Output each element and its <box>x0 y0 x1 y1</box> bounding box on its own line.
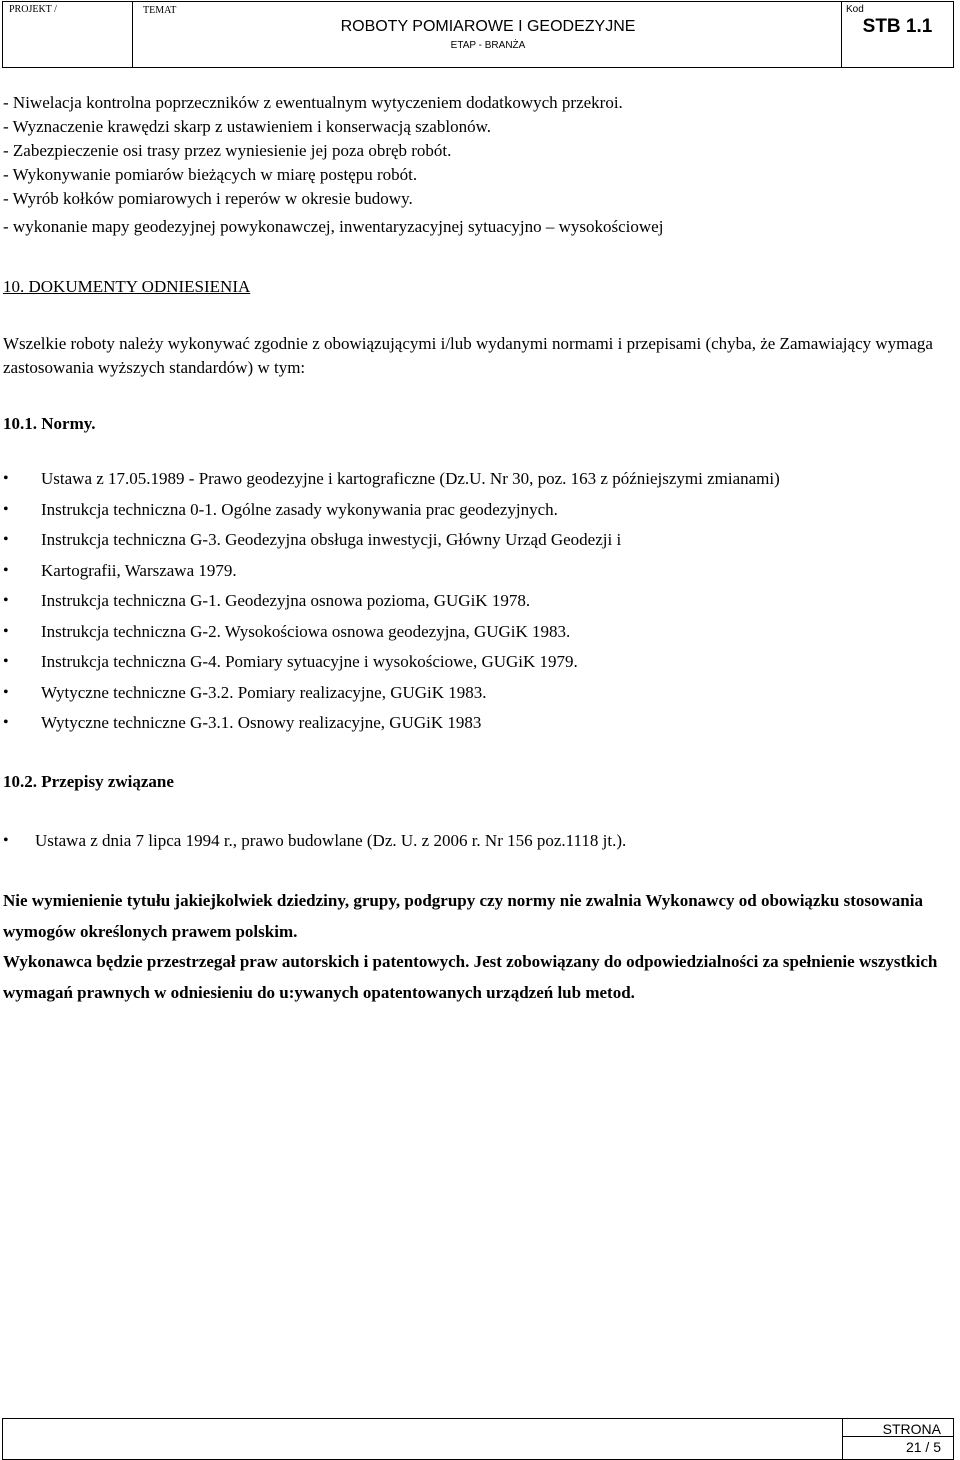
list-item: • Wytyczne techniczne G-3.1. Osnowy realizacyjne, GUGiK 1983 <box>3 708 953 739</box>
page-number: 21 / 5 <box>905 1439 941 1455</box>
norms-list <box>3 464 953 739</box>
code-label: Kod <box>846 4 864 15</box>
document-title: ROBOTY POMIAROWE I GEODEZYJNE <box>340 18 636 35</box>
closing-paragraph-1: Nie wymienienie tytułu jakiejkolwiek dziedziny, grupy, podgrupy czy normy nie zwalnia Wykonawcy od obowiązku stosowania wymogów określonych prawem polskim. <box>3 891 923 941</box>
stage-label: ETAP - BRANŻA <box>450 40 526 51</box>
section-10-heading: 10. DOKUMENTY ODNIESIENIA <box>3 277 251 296</box>
list-item: • Instrukcja techniczna G-4. Pomiary sytuacyjne i wysokościowe, GUGiK 1979. <box>3 647 953 678</box>
project-cell <box>3 2 133 67</box>
list-item: • Instrukcja techniczna G-1. Geodezyjna osnowa pozioma, GUGiK 1978. <box>3 586 953 617</box>
topic-label: TEMAT <box>143 5 177 16</box>
task-item: - Niwelacja kontrolna poprzeczników z ewentualnym wytyczeniem dodatkowych przekroi. <box>3 93 623 112</box>
document-header <box>2 1 954 68</box>
task-item: - Zabezpieczenie osi trasy przez wyniesienie jej poza obręb robót. <box>3 141 452 160</box>
task-item: - Wykonywanie pomiarów bieżących w miarę postępu robót. <box>3 165 418 184</box>
list-item: • Ustawa z dnia 7 lipca 1994 r., prawo budowlane (Dz. U. z 2006 r. Nr 156 poz.1118 jt.). <box>3 826 953 857</box>
list-item: • Instrukcja techniczna G-2. Wysokościowa osnowa geodezyjna, GUGiK 1983. <box>3 617 953 648</box>
document-body <box>3 91 953 1008</box>
regulations-list <box>3 826 953 857</box>
list-item: • Instrukcja techniczna 0-1. Ogólne zasady wykonywania prac geodezyjnych. <box>3 495 953 526</box>
section-10-2-heading: 10.2. Przepisy związane <box>3 771 174 791</box>
section-10-intro: Wszelkie roboty należy wykonywać zgodnie z obowiązującymi i/lub wydanymi normami i przepisami (chyba, że Zamawiający wymaga zastosowania wyższych standardów) w tym: <box>3 334 933 377</box>
list-item: • Instrukcja techniczna G-3. Geodezyjna obsługa inwestycji, Główny Urząd Geodezji i <box>3 525 953 556</box>
task-list <box>3 91 953 239</box>
list-item: • Ustawa z 17.05.1989 - Prawo geodezyjne i kartograficzne (Dz.U. Nr 30, poz. 163 z późniejszymi zmianami) <box>3 464 953 495</box>
closing-paragraph-2: Wykonawca będzie przestrzegał praw autorskich i patentowych. Jest zobowiązany do odpowiedzialności za spełnienie wszystkich wymagań prawnych w odniesieniu do u:ywanych opatentowanych urządzeń lub metod. <box>3 952 938 1002</box>
page-label: STRONA <box>882 1421 941 1437</box>
task-item: - Wyznaczenie krawędzi skarp z ustawieniem i konserwacją szablonów. <box>3 117 491 136</box>
list-item: • Wytyczne techniczne G-3.2. Pomiary realizacyjne, GUGiK 1983. <box>3 678 953 709</box>
footer-divider <box>842 1419 843 1459</box>
code-cell <box>841 2 953 67</box>
list-item: • Kartografii, Warszawa 1979. <box>3 556 953 587</box>
section-10-1-heading: 10.1. Normy. <box>3 414 96 433</box>
document-footer <box>2 1418 954 1460</box>
project-label: PROJEKT / <box>9 4 57 15</box>
document-code: STB 1.1 <box>862 16 933 37</box>
task-item: - Wyrób kołków pomiarowych i reperów w okresie budowy. <box>3 189 413 208</box>
task-item: - wykonanie mapy geodezyjnej powykonawczej, inwentaryzacyjnej sytuacyjno – wysokościowej <box>3 217 664 236</box>
